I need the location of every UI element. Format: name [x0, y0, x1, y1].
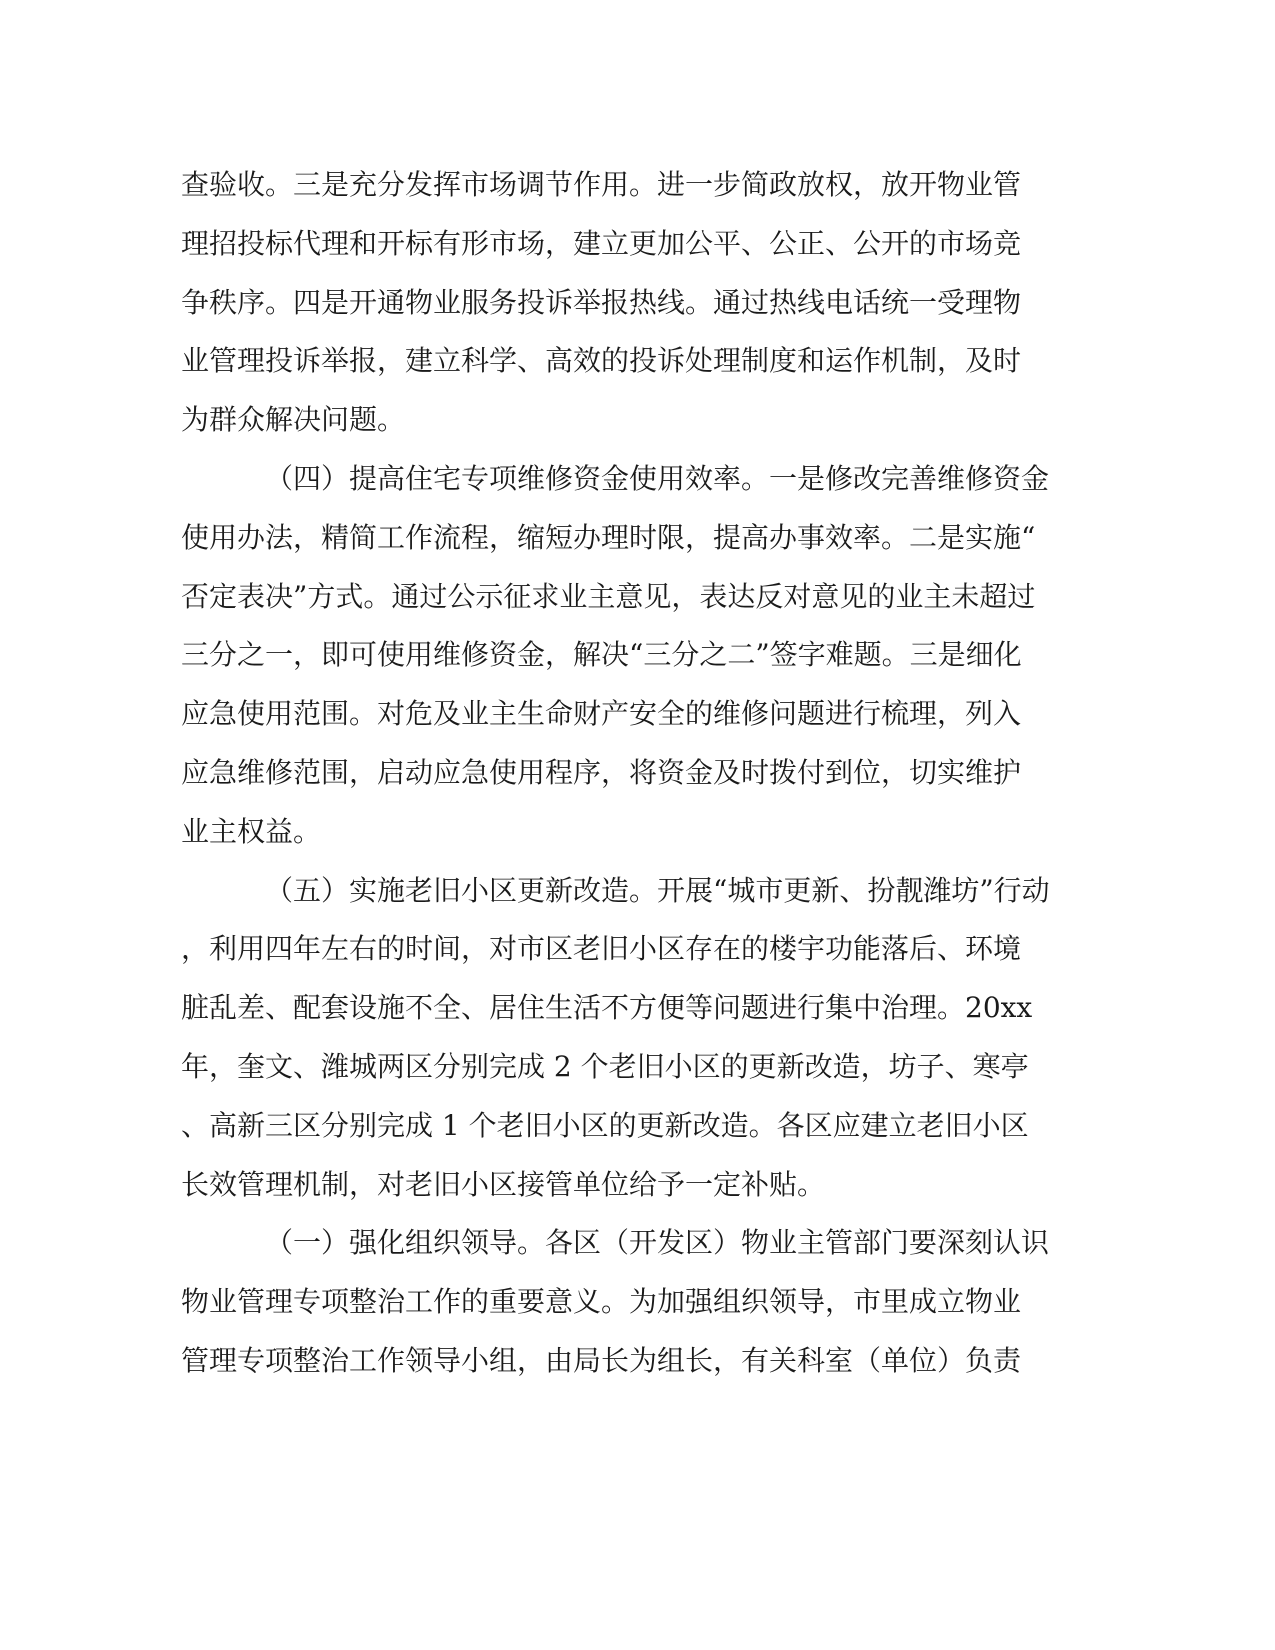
section-4-heading-line: （四）提高住宅专项维修资金使用效率。一是修改完善维修资金 [265, 461, 1050, 495]
section-1-heading-line: （一）强化组织领导。各区（开发区）物业主管部门要深刻认识 [265, 1226, 1050, 1260]
text-line: 业管理投诉举报，建立科学、高效的投诉处理制度和运作机制，及时 [181, 344, 1022, 378]
section-5-heading-line: （五）实施老旧小区更新改造。开展“城市更新、扮靓潍坊”行动 [265, 873, 1050, 907]
text-line: 否定表决”方式。通过公示征求业主意见，表达反对意见的业主未超过 [181, 579, 1036, 613]
text-line: 、高新三区分别完成 1 个老旧小区的更新改造。各区应建立老旧小区 [181, 1108, 1029, 1142]
text-line: 争秩序。四是开通物业服务投诉举报热线。通过热线电话统一受理物 [181, 285, 1022, 319]
document-body [181, 156, 1061, 1391]
text-line: 应急维修范围，启动应急使用程序，将资金及时拨付到位，切实维护 [181, 755, 1022, 789]
text-line: 物业管理专项整治工作的重要意义。为加强组织领导，市里成立物业 [181, 1285, 1022, 1319]
text-line: 业主权益。 [181, 814, 322, 848]
text-line: 应急使用范围。对危及业主生命财产安全的维修问题进行梳理，列入 [181, 697, 1022, 731]
text-line: 三分之一，即可使用维修资金，解决“三分之二”签字难题。三是细化 [181, 638, 1022, 672]
text-line: 为群众解决问题。 [181, 403, 406, 437]
text-line: 理招投标代理和开标有形市场，建立更加公平、公正、公开的市场竞 [181, 226, 1022, 260]
text-line: 年，奎文、潍城两区分别完成 2 个老旧小区的更新改造，坊子、寒亭 [181, 1049, 1029, 1083]
text-line: 管理专项整治工作领导小组，由局长为组长，有关科室（单位）负责 [181, 1343, 1022, 1377]
text-line: 使用办法，精简工作流程，缩短办理时限，提高办事效率。二是实施“ [181, 520, 1036, 554]
text-line: ，利用四年左右的时间，对市区老旧小区存在的楼宇功能落后、环境 [181, 932, 1022, 966]
text-line: 脏乱差、配套设施不全、居住生活不方便等问题进行集中治理。20xx [181, 991, 1033, 1025]
text-line: 查验收。三是充分发挥市场调节作用。进一步简政放权，放开物业管 [181, 168, 1022, 201]
text-line: 长效管理机制，对老旧小区接管单位给予一定补贴。 [181, 1167, 826, 1201]
